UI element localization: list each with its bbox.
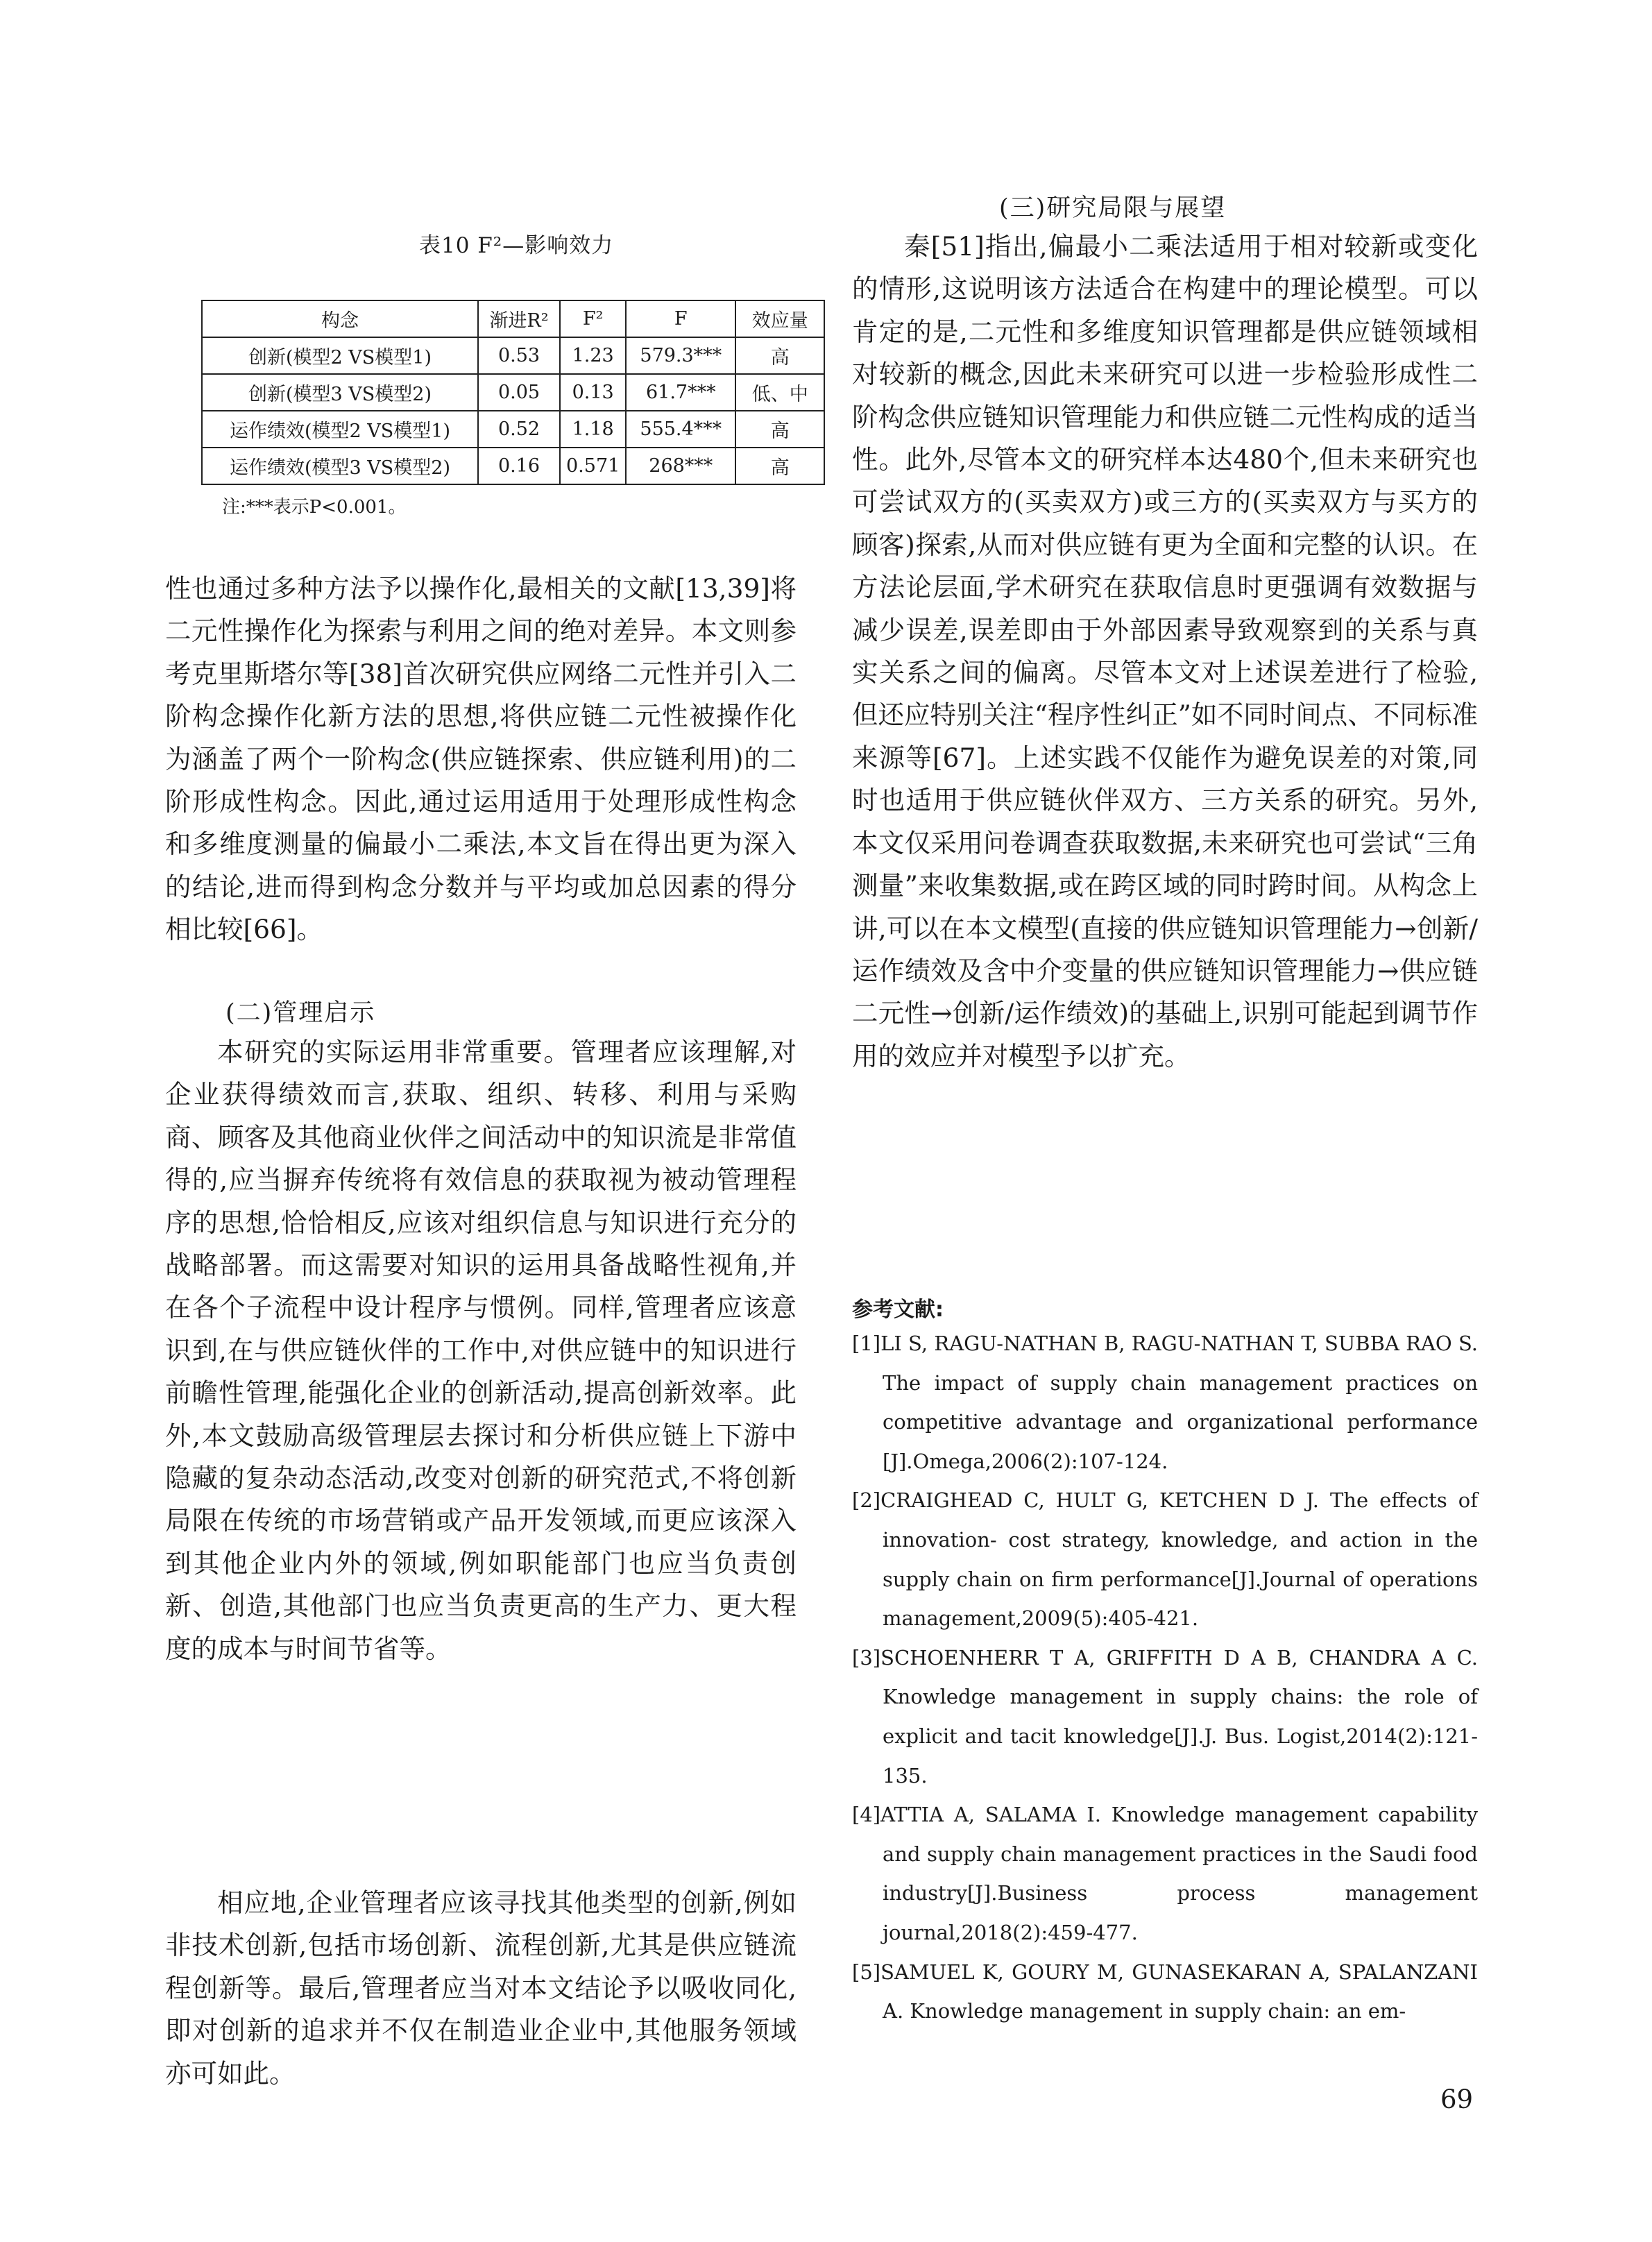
cell-f: 61.7*** — [626, 374, 735, 411]
references-list — [852, 1324, 1478, 2031]
cell-r2: 0.16 — [478, 448, 560, 484]
table-row — [202, 374, 824, 411]
header-construct: 构念 — [202, 300, 478, 337]
section-heading-limitations: (三)研究局限与展望 — [999, 194, 1227, 222]
cell-effect: 高 — [735, 411, 824, 448]
cell-construct: 创新(模型2 VS模型1) — [202, 337, 478, 374]
right-paragraph-1: 秦[51]指出,偏最小二乘法适用于相对较新或变化的情形,这说明该方法适合在构建中的理论模型。可以肯定的是,二元性和多维度知识管理都是供应链领域相对较新的概念,因此未来研究可以进一步检验形成性二阶构念供应链知识管理能力和供应链二元性构成的适当性。此外,尽管本文的研究样本达480个,但未来研究也可尝试双方的(买卖双方)或三方的(买卖双方与买方的顾客)探索,从而对供应链有更为全面和完整的认识。在方法论层面,学术研究在获取信息时更强调有效数据与减少误差,误差即由于外部因素导致观察到的关系与真实关系之间的偏离。尽管本文对上述误差进行了检验,但还应特别关注“程序性纠正”如不同时间点、不同标准来源等[67]。上述实践不仅能作为避免误差的对策,同时也适用于供应链伙伴双方、三方关系的研究。另外,本文仅采用问卷调查获取数据,未来研究也可尝试“三角测量”来收集数据,或在跨区域的同时跨时间。从构念上讲,可以在本文模型(直接的供应链知识管理能力→创新/运作绩效及含中介变量的供应链知识管理能力→供应链二元性→创新/运作绩效)的基础上,识别可能起到调节作用的效应并对模型予以扩充。 — [852, 231, 1478, 1071]
reference-item: [4]ATTIA A, SALAMA I. Knowledge management capability and supply chain management practices in the Saudi food industry[J].Business process management journal,2018(2):459-477. — [852, 1803, 1478, 1944]
cell-effect: 低、中 — [735, 374, 824, 411]
header-r2: 渐进R² — [478, 300, 560, 337]
cell-construct: 创新(模型3 VS模型2) — [202, 374, 478, 411]
cell-r2: 0.53 — [478, 337, 560, 374]
cell-effect: 高 — [735, 337, 824, 374]
table-row — [202, 411, 824, 448]
table-row — [202, 337, 824, 374]
header-f2: F² — [560, 300, 626, 337]
header-f: F — [626, 300, 735, 337]
cell-effect: 高 — [735, 448, 824, 484]
reference-item: [2]CRAIGHEAD C, HULT G, KETCHEN D J. The effects of innovation- cost strategy, knowledge, and action in the supply chain on firm performance[J].Journal of operations management,2009(5):405-421. — [852, 1488, 1478, 1631]
section-heading-management: (二)管理启示 — [225, 999, 376, 1027]
cell-r2: 0.05 — [478, 374, 560, 411]
effect-size-table — [201, 300, 825, 485]
page-number: 69 — [1440, 2084, 1474, 2114]
table-header-row — [202, 300, 824, 337]
cell-f2: 1.23 — [560, 337, 626, 374]
cell-f2: 0.13 — [560, 374, 626, 411]
cell-f: 268*** — [626, 448, 735, 484]
cell-r2: 0.52 — [478, 411, 560, 448]
table-row — [202, 448, 824, 484]
reference-item: [5]SAMUEL K, GOURY M, GUNASEKARAN A, SPALANZANI A. Knowledge management in supply chain: an em- — [852, 1960, 1478, 2023]
left-paragraph-3: 相应地,企业管理者应该寻找其他类型的创新,例如非技术创新,包括市场创新、流程创新,尤其是供应链流程创新等。最后,管理者应当对本文结论予以吸收同化,即对创新的追求并不仅在制造业企业中,其他服务领域亦可如此。 — [165, 1887, 797, 2089]
cell-construct: 运作绩效(模型3 VS模型2) — [202, 448, 478, 484]
cell-construct: 运作绩效(模型2 VS模型1) — [202, 411, 478, 448]
cell-f2: 0.571 — [560, 448, 626, 484]
table-note: 注:***表示P<0.001。 — [222, 497, 407, 518]
cell-f: 579.3*** — [626, 337, 735, 374]
cell-f2: 1.18 — [560, 411, 626, 448]
left-paragraph-1: 性也通过多种方法予以操作化,最相关的文献[13,39]将二元性操作化为探索与利用之间的绝对差异。本文则参考克里斯塔尔等[38]首次研究供应网络二元性并引入二阶构念操作化新方法的思想,将供应链二元性被操作化为涵盖了两个一阶构念(供应链探索、供应链利用)的二阶形成性构念。因此,通过运用适用于处理形成性构念和多维度测量的偏最小二乘法,本文旨在得出更为深入的结论,进而得到构念分数并与平均或加总因素的得分相比较[66]。 — [165, 573, 797, 945]
header-effect: 效应量 — [735, 300, 824, 337]
references-title: 参考文献: — [852, 1298, 944, 1322]
left-paragraph-2: 本研究的实际运用非常重要。管理者应该理解,对企业获得绩效而言,获取、组织、转移、利用与采购商、顾客及其他商业伙伴之间活动中的知识流是非常值得的,应当摒弃传统将有效信息的获取视为被动管理程序的思想,恰恰相反,应该对组织信息与知识进行充分的战略部署。而这需要对知识的运用具备战略性视角,并在各个子流程中设计程序与惯例。同样,管理者应该意识到,在与供应链伙伴的工作中,对供应链中的知识进行前瞻性管理,能强化企业的创新活动,提高创新效率。此外,本文鼓励高级管理层去探讨和分析供应链上下游中隐藏的复杂动态活动,改变对创新的研究范式,不将创新局限在传统的市场营销或产品开发领域,而更应该深入到其他企业内外的领域,例如职能部门也应当负责创新、创造,其他部门也应当负责更高的生产力、更大程度的成本与时间节省等。 — [165, 1037, 797, 1664]
reference-item: [3]SCHOENHERR T A, GRIFFITH D A B, CHANDRA A C. Knowledge management in supply chains: the role of explicit and tacit knowledge[J].J. Bus. Logist,2014(2):121-135. — [852, 1645, 1478, 1787]
cell-f: 555.4*** — [626, 411, 735, 448]
table-caption: 表10 F²—影响效力 — [419, 233, 614, 258]
reference-item: [1]LI S, RAGU-NATHAN B, RAGU-NATHAN T, SUBBA RAO S. The impact of supply chain management practices on competitive advantage and organizational performance [J].Omega,2006(2):107-124. — [852, 1332, 1478, 1473]
